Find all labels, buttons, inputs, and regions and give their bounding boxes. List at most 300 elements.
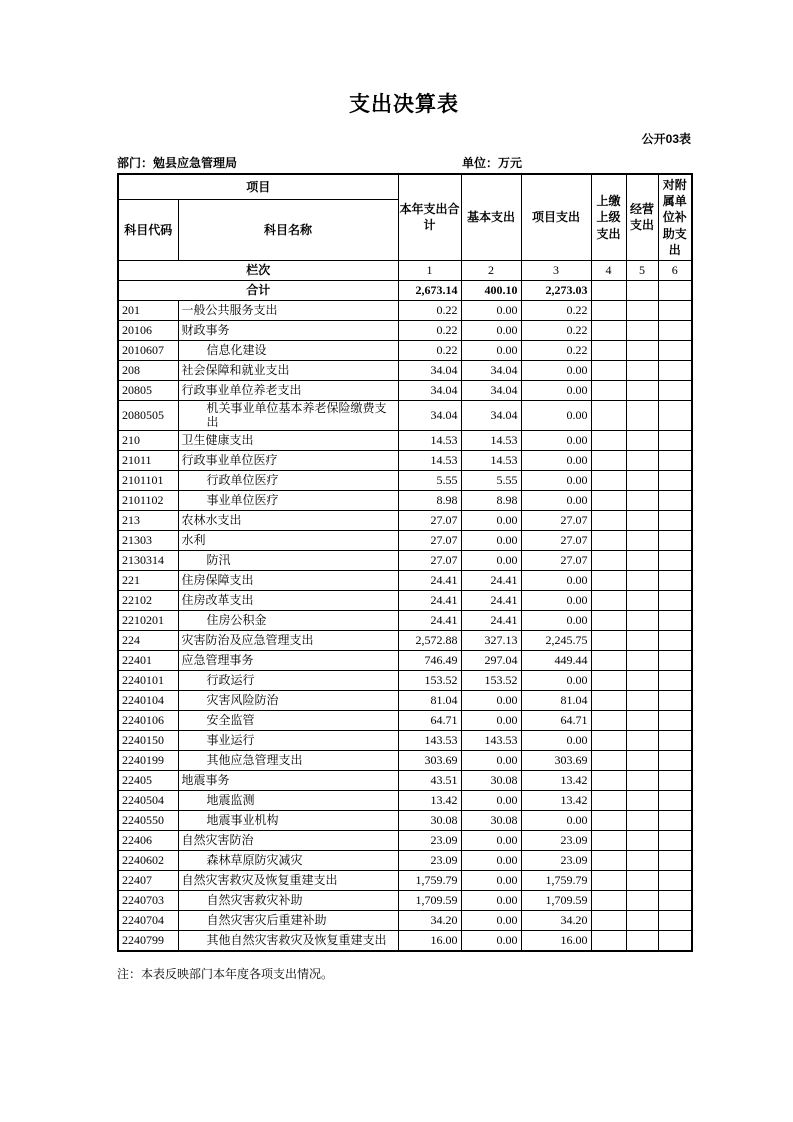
row-code: 2080505	[118, 400, 178, 430]
header-basic-expenditure: 基本支出	[461, 174, 521, 260]
row-value: 2,245.75	[521, 630, 591, 650]
row-value	[658, 450, 692, 470]
row-value: 27.07	[398, 510, 461, 530]
row-name: 行政事业单位养老支出	[178, 380, 398, 400]
row-code: 2240104	[118, 690, 178, 710]
row-value: 23.09	[521, 830, 591, 850]
row-value	[626, 360, 658, 380]
row-name: 事业运行	[178, 730, 398, 750]
row-name: 森林草原防灾减灾	[178, 850, 398, 870]
row-value: 27.07	[521, 530, 591, 550]
row-value: 0.00	[521, 610, 591, 630]
row-value: 16.00	[521, 930, 591, 951]
row-value: 24.41	[461, 570, 521, 590]
row-value: 27.07	[521, 510, 591, 530]
row-value: 0.00	[461, 510, 521, 530]
row-value: 0.00	[461, 850, 521, 870]
row-name: 自然灾害救灾补助	[178, 890, 398, 910]
row-value	[591, 430, 626, 450]
row-value	[591, 670, 626, 690]
row-value: 327.13	[461, 630, 521, 650]
row-value: 0.00	[521, 590, 591, 610]
row-value: 34.04	[461, 360, 521, 380]
row-value	[626, 450, 658, 470]
row-value	[626, 400, 658, 430]
row-value: 0.00	[461, 300, 521, 320]
form-code-label: 公开03表	[641, 132, 691, 146]
row-code: 208	[118, 360, 178, 380]
row-value	[591, 400, 626, 430]
row-value: 0.00	[521, 810, 591, 830]
row-value: 0.00	[461, 340, 521, 360]
row-value: 34.20	[398, 910, 461, 930]
row-value	[658, 750, 692, 770]
row-value: 0.00	[461, 830, 521, 850]
row-code: 2240504	[118, 790, 178, 810]
row-value: 0.00	[521, 470, 591, 490]
row-value	[626, 490, 658, 510]
row-value: 0.00	[461, 910, 521, 930]
row-value	[591, 790, 626, 810]
row-value: 13.42	[521, 790, 591, 810]
row-value	[591, 730, 626, 750]
row-value: 0.00	[461, 710, 521, 730]
row-value	[591, 830, 626, 850]
row-value	[591, 550, 626, 570]
row-value: 0.00	[461, 750, 521, 770]
table-row	[118, 530, 692, 550]
table-row	[118, 650, 692, 670]
row-value	[591, 870, 626, 890]
row-value	[658, 670, 692, 690]
row-value	[658, 730, 692, 750]
row-value: 153.52	[461, 670, 521, 690]
header-operating-expenditure: 经营支出	[626, 174, 658, 260]
header-project: 项目	[118, 174, 398, 199]
row-value: 27.07	[521, 550, 591, 570]
row-value	[658, 490, 692, 510]
row-name: 一般公共服务支出	[178, 300, 398, 320]
row-value: 0.00	[461, 870, 521, 890]
row-name: 其他应急管理支出	[178, 750, 398, 770]
row-value: 1,759.79	[398, 870, 461, 890]
row-name: 地震事业机构	[178, 810, 398, 830]
row-value: 5.55	[461, 470, 521, 490]
row-value	[591, 710, 626, 730]
table-row	[118, 300, 692, 320]
row-value: 0.00	[521, 450, 591, 470]
row-value: 27.07	[398, 530, 461, 550]
rank-row	[118, 260, 692, 280]
row-code: 213	[118, 510, 178, 530]
row-value	[591, 610, 626, 630]
row-value	[626, 710, 658, 730]
header-annual-total: 本年支出合计	[398, 174, 461, 260]
table-row	[118, 400, 692, 430]
row-value	[658, 850, 692, 870]
row-code: 2240704	[118, 910, 178, 930]
row-code: 22407	[118, 870, 178, 890]
row-value	[626, 770, 658, 790]
row-value: 0.00	[521, 400, 591, 430]
expenditure-table	[117, 173, 693, 952]
row-code: 2130314	[118, 550, 178, 570]
row-code: 2240602	[118, 850, 178, 870]
row-name: 卫生健康支出	[178, 430, 398, 450]
row-value	[591, 300, 626, 320]
table-row	[118, 590, 692, 610]
row-value	[591, 690, 626, 710]
row-value: 64.71	[398, 710, 461, 730]
row-value	[626, 910, 658, 930]
row-value: 2,572.88	[398, 630, 461, 650]
row-value: 13.42	[521, 770, 591, 790]
row-name: 自然灾害灾后重建补助	[178, 910, 398, 930]
row-code: 22102	[118, 590, 178, 610]
row-value	[658, 590, 692, 610]
row-value	[626, 590, 658, 610]
table-note: 注：本表反映部门本年度各项支出情况。	[117, 966, 334, 981]
row-value	[658, 300, 692, 320]
row-value	[591, 910, 626, 930]
row-value	[658, 930, 692, 951]
row-name: 信息化建设	[178, 340, 398, 360]
row-name: 应急管理事务	[178, 650, 398, 670]
row-code: 2210201	[118, 610, 178, 630]
row-value: 23.09	[398, 830, 461, 850]
total-value: 400.10	[461, 280, 521, 300]
row-value: 0.22	[398, 340, 461, 360]
row-value	[591, 770, 626, 790]
total-label: 合计	[118, 280, 398, 300]
row-value	[658, 470, 692, 490]
table-row	[118, 490, 692, 510]
row-value: 43.51	[398, 770, 461, 790]
row-name: 自然灾害救灾及恢复重建支出	[178, 870, 398, 890]
row-code: 2101102	[118, 490, 178, 510]
row-code: 2240150	[118, 730, 178, 750]
row-value	[658, 830, 692, 850]
row-value: 16.00	[398, 930, 461, 951]
row-name: 地震监测	[178, 790, 398, 810]
row-value: 24.41	[461, 610, 521, 630]
department-label: 部门：勉县应急管理局	[117, 156, 238, 170]
row-code: 21303	[118, 530, 178, 550]
row-value	[658, 570, 692, 590]
row-value: 0.00	[521, 730, 591, 750]
row-name: 农林水支出	[178, 510, 398, 530]
row-value: 27.07	[398, 550, 461, 570]
rank-number: 4	[591, 260, 626, 280]
row-value: 23.09	[398, 850, 461, 870]
row-value	[626, 750, 658, 770]
row-code: 201	[118, 300, 178, 320]
row-value: 0.00	[461, 930, 521, 951]
row-value: 0.00	[521, 430, 591, 450]
table-row	[118, 470, 692, 490]
row-value: 153.52	[398, 670, 461, 690]
row-value: 0.00	[461, 790, 521, 810]
row-value	[626, 300, 658, 320]
page-title: 支出决算表	[349, 93, 459, 116]
total-row	[118, 280, 692, 300]
table-row	[118, 830, 692, 850]
row-name: 灾害防治及应急管理支出	[178, 630, 398, 650]
row-code: 210	[118, 430, 178, 450]
row-value	[591, 380, 626, 400]
row-value: 0.00	[461, 550, 521, 570]
table-row	[118, 450, 692, 470]
header-subject-code: 科目代码	[118, 199, 178, 260]
row-code: 2240106	[118, 710, 178, 730]
row-value	[626, 790, 658, 810]
row-value	[626, 650, 658, 670]
row-name: 自然灾害防治	[178, 830, 398, 850]
table-row	[118, 360, 692, 380]
row-value: 0.00	[521, 670, 591, 690]
row-value: 0.00	[461, 320, 521, 340]
row-name: 其他自然灾害救灾及恢复重建支出	[178, 930, 398, 951]
row-value	[658, 380, 692, 400]
rank-label: 栏次	[118, 260, 398, 280]
row-value	[591, 450, 626, 470]
row-value	[626, 320, 658, 340]
row-value	[591, 320, 626, 340]
row-value	[591, 810, 626, 830]
row-name: 行政单位医疗	[178, 470, 398, 490]
header-upper-level-expenditure: 上缴上级支出	[591, 174, 626, 260]
row-code: 22401	[118, 650, 178, 670]
row-value: 449.44	[521, 650, 591, 670]
row-value: 0.00	[521, 490, 591, 510]
row-name: 防汛	[178, 550, 398, 570]
row-value	[591, 490, 626, 510]
row-value	[591, 930, 626, 951]
row-value: 30.08	[461, 810, 521, 830]
row-value: 14.53	[461, 450, 521, 470]
row-value: 24.41	[461, 590, 521, 610]
row-value	[626, 470, 658, 490]
row-value: 0.00	[521, 360, 591, 380]
row-name: 安全监管	[178, 710, 398, 730]
table-row	[118, 770, 692, 790]
row-value	[626, 730, 658, 750]
row-value: 8.98	[398, 490, 461, 510]
table-row	[118, 430, 692, 450]
row-value	[658, 650, 692, 670]
row-code: 20106	[118, 320, 178, 340]
row-code: 2240101	[118, 670, 178, 690]
row-value	[658, 710, 692, 730]
row-value	[626, 610, 658, 630]
total-value	[658, 280, 692, 300]
rank-number: 2	[461, 260, 521, 280]
row-code: 2240199	[118, 750, 178, 770]
row-value	[626, 890, 658, 910]
row-value: 0.00	[461, 530, 521, 550]
row-value: 64.71	[521, 710, 591, 730]
row-value: 34.04	[461, 380, 521, 400]
row-name: 行政运行	[178, 670, 398, 690]
row-value: 0.22	[398, 300, 461, 320]
row-value: 14.53	[461, 430, 521, 450]
row-value	[626, 810, 658, 830]
table-row	[118, 550, 692, 570]
table-row	[118, 730, 692, 750]
row-value	[658, 690, 692, 710]
row-code: 2101101	[118, 470, 178, 490]
row-value	[626, 510, 658, 530]
row-value: 14.53	[398, 450, 461, 470]
row-code: 22406	[118, 830, 178, 850]
row-value: 5.55	[398, 470, 461, 490]
table-row	[118, 810, 692, 830]
row-value	[658, 400, 692, 430]
row-value: 81.04	[521, 690, 591, 710]
row-value	[591, 850, 626, 870]
table-row	[118, 510, 692, 530]
row-value	[626, 380, 658, 400]
row-value: 14.53	[398, 430, 461, 450]
rank-number: 5	[626, 260, 658, 280]
row-value: 34.04	[398, 360, 461, 380]
header-subsidy-expenditure: 对附属单位补助支出	[658, 174, 692, 260]
row-code: 21011	[118, 450, 178, 470]
row-code: 2010607	[118, 340, 178, 360]
row-code: 22405	[118, 770, 178, 790]
row-value: 0.22	[521, 340, 591, 360]
row-value: 24.41	[398, 590, 461, 610]
row-value	[591, 570, 626, 590]
row-value: 143.53	[461, 730, 521, 750]
row-value: 1,759.79	[521, 870, 591, 890]
row-name: 灾害风险防治	[178, 690, 398, 710]
table-row	[118, 850, 692, 870]
row-value: 0.00	[521, 380, 591, 400]
row-value	[658, 890, 692, 910]
total-value: 2,273.03	[521, 280, 591, 300]
row-value: 297.04	[461, 650, 521, 670]
row-value	[658, 810, 692, 830]
row-value	[626, 870, 658, 890]
row-code: 2240703	[118, 890, 178, 910]
row-value	[591, 360, 626, 380]
row-value	[658, 360, 692, 380]
row-value	[591, 530, 626, 550]
table-row	[118, 910, 692, 930]
row-value	[626, 670, 658, 690]
row-value	[658, 790, 692, 810]
table-row	[118, 570, 692, 590]
row-name: 地震事务	[178, 770, 398, 790]
row-name: 水利	[178, 530, 398, 550]
row-value	[626, 850, 658, 870]
row-value: 8.98	[461, 490, 521, 510]
row-value	[658, 610, 692, 630]
row-code: 2240550	[118, 810, 178, 830]
row-value: 24.41	[398, 610, 461, 630]
row-value	[591, 470, 626, 490]
row-value: 143.53	[398, 730, 461, 750]
row-value	[591, 750, 626, 770]
row-value	[591, 890, 626, 910]
row-value	[626, 550, 658, 570]
row-name: 住房改革支出	[178, 590, 398, 610]
table-row	[118, 930, 692, 951]
row-value: 30.08	[398, 810, 461, 830]
row-value: 1,709.59	[521, 890, 591, 910]
row-name: 住房保障支出	[178, 570, 398, 590]
rank-number: 3	[521, 260, 591, 280]
table-row	[118, 380, 692, 400]
row-value	[591, 510, 626, 530]
row-code: 221	[118, 570, 178, 590]
table-row	[118, 630, 692, 650]
table-row	[118, 870, 692, 890]
row-value: 746.49	[398, 650, 461, 670]
table-row	[118, 890, 692, 910]
row-value: 303.69	[398, 750, 461, 770]
row-value	[591, 340, 626, 360]
row-value	[591, 650, 626, 670]
row-value: 34.04	[398, 400, 461, 430]
total-value	[626, 280, 658, 300]
row-value	[626, 530, 658, 550]
row-value	[626, 930, 658, 951]
row-value	[626, 570, 658, 590]
unit-label: 单位：万元	[462, 156, 523, 170]
row-name: 事业单位医疗	[178, 490, 398, 510]
row-value	[658, 630, 692, 650]
row-value	[626, 630, 658, 650]
row-value	[658, 550, 692, 570]
row-value: 0.00	[521, 570, 591, 590]
row-value: 0.00	[461, 690, 521, 710]
row-value	[591, 630, 626, 650]
row-value	[658, 510, 692, 530]
row-value: 24.41	[398, 570, 461, 590]
row-name: 行政事业单位医疗	[178, 450, 398, 470]
row-value	[591, 590, 626, 610]
row-code: 20805	[118, 380, 178, 400]
row-value: 81.04	[398, 690, 461, 710]
row-value	[658, 870, 692, 890]
row-code: 2240799	[118, 930, 178, 951]
row-value	[658, 910, 692, 930]
row-value: 34.20	[521, 910, 591, 930]
row-name: 社会保障和就业支出	[178, 360, 398, 380]
row-value: 0.22	[398, 320, 461, 340]
row-value: 303.69	[521, 750, 591, 770]
row-value	[658, 770, 692, 790]
total-value: 2,673.14	[398, 280, 461, 300]
row-value: 13.42	[398, 790, 461, 810]
table-row	[118, 690, 692, 710]
row-value: 34.04	[461, 400, 521, 430]
row-value	[626, 690, 658, 710]
row-value	[658, 340, 692, 360]
row-value	[658, 320, 692, 340]
row-value: 0.00	[461, 890, 521, 910]
row-value: 23.09	[521, 850, 591, 870]
rank-number: 1	[398, 260, 461, 280]
row-value	[626, 830, 658, 850]
header-subject-name: 科目名称	[178, 199, 398, 260]
row-code: 224	[118, 630, 178, 650]
row-value: 1,709.59	[398, 890, 461, 910]
row-value: 34.04	[398, 380, 461, 400]
row-value	[658, 430, 692, 450]
